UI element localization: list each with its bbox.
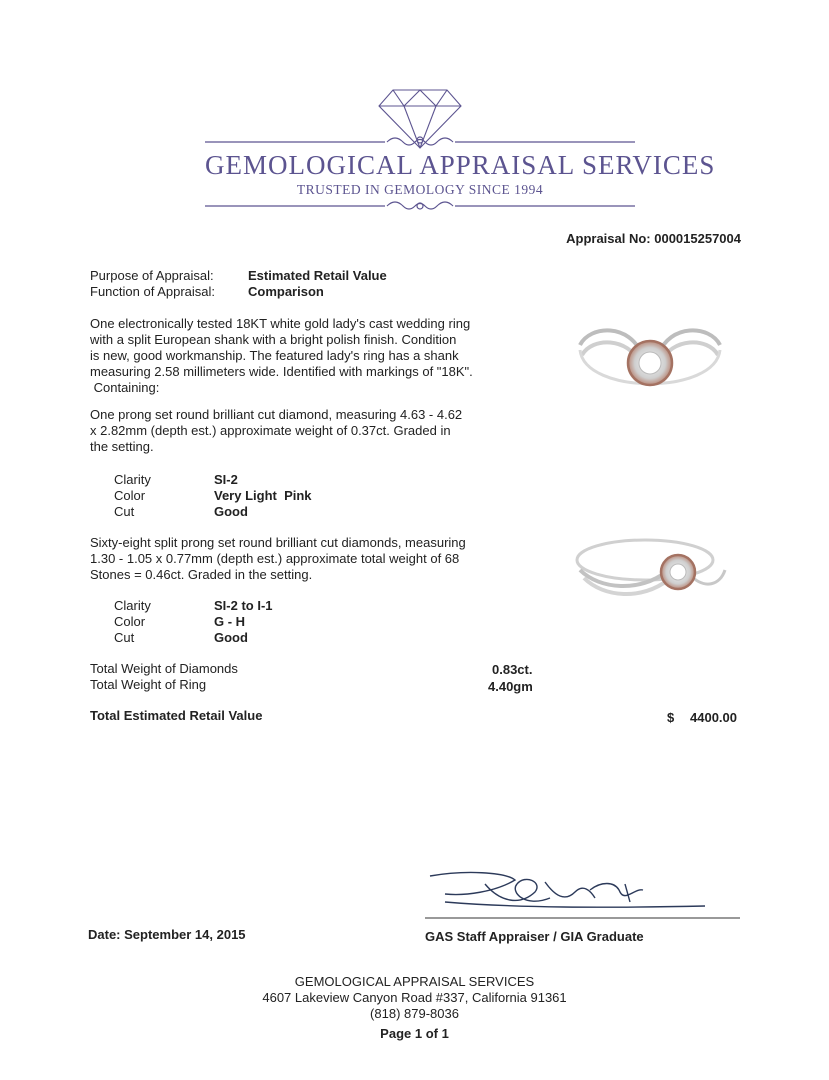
- total-diamonds-label: Total Weight of Diamonds: [90, 661, 238, 676]
- spec-label: Clarity: [114, 598, 151, 613]
- spec-value: Very Light Pink: [214, 488, 312, 503]
- text-line: Containing:: [90, 380, 160, 395]
- footer-phone: (818) 879-8036: [370, 1006, 459, 1021]
- appraiser-title: GAS Staff Appraiser / GIA Graduate: [425, 929, 644, 944]
- text-line: with a split European shank with a bright polish finish. Condition: [90, 332, 457, 347]
- ornament-bottom: [205, 202, 635, 209]
- spec-value: G - H: [214, 614, 246, 629]
- text-line: measuring 2.58 millimeters wide. Identified with markings of "18K".: [90, 364, 473, 379]
- total-retail-label: Total Estimated Retail Value: [90, 708, 263, 723]
- spec-label: Color: [114, 614, 146, 629]
- ring-description: [90, 316, 500, 396]
- spec-value: Good: [214, 504, 248, 519]
- spec-value: Good: [214, 630, 248, 645]
- total-ring-label: Total Weight of Ring: [90, 677, 207, 692]
- center-stone-description: [90, 407, 500, 455]
- spec-value: SI-2: [214, 472, 238, 487]
- spec-label: Cut: [114, 630, 135, 645]
- appraisal-date: Date: September 14, 2015: [88, 927, 246, 942]
- footer-address: 4607 Lakeview Canyon Road #337, California 91361: [262, 990, 567, 1005]
- appraiser-signature: [425, 862, 740, 922]
- footer: [0, 974, 829, 1042]
- function-label: Function of Appraisal:: [90, 284, 216, 299]
- text-line: One prong set round brilliant cut diamond, measuring 4.63 - 4.62: [90, 407, 463, 422]
- currency-symbol: $: [667, 710, 675, 725]
- total-diamonds-value: 0.83ct.: [492, 662, 533, 677]
- spec-label: Clarity: [114, 472, 151, 487]
- ring-photo-bottom: [570, 520, 730, 615]
- company-tagline: TRUSTED IN GEMOLOGY SINCE 1994: [296, 182, 544, 197]
- purpose-label: Purpose of Appraisal:: [90, 268, 214, 283]
- appraisal-number: Appraisal No: 000015257004: [566, 231, 741, 246]
- purpose-value: Estimated Retail Value: [248, 268, 387, 283]
- text-line: is new, good workmanship. The featured lady's ring has a shank: [90, 348, 459, 363]
- total-ring-value: 4.40gm: [488, 679, 533, 694]
- ornament-top: [205, 137, 635, 145]
- text-line: 1.30 - 1.05 x 0.77mm (depth est.) approximate total weight of 68: [90, 551, 460, 566]
- spec-label: Color: [114, 488, 146, 503]
- text-line: x 2.82mm (depth est.) approximate weight of 0.37ct. Graded in: [90, 423, 451, 438]
- side-stones-description: [90, 535, 500, 583]
- ring-photo-top: [570, 305, 730, 415]
- text-line: Sixty-eight split prong set round brilliant cut diamonds, measuring: [90, 535, 466, 550]
- spec-value: SI-2 to I-1: [214, 598, 273, 613]
- company-name: GEMOLOGICAL APPRAISAL SERVICES: [205, 150, 716, 180]
- page-number: Page 1 of 1: [380, 1026, 449, 1041]
- text-line: the setting.: [90, 439, 154, 454]
- text-line: One electronically tested 18KT white gold lady's cast wedding ring: [90, 316, 471, 331]
- footer-company: GEMOLOGICAL APPRAISAL SERVICES: [294, 974, 535, 989]
- total-retail-value: 4400.00: [690, 710, 737, 725]
- spec-label: Cut: [114, 504, 135, 519]
- function-value: Comparison: [248, 284, 324, 299]
- text-line: Stones = 0.46ct. Graded in the setting.: [90, 567, 313, 582]
